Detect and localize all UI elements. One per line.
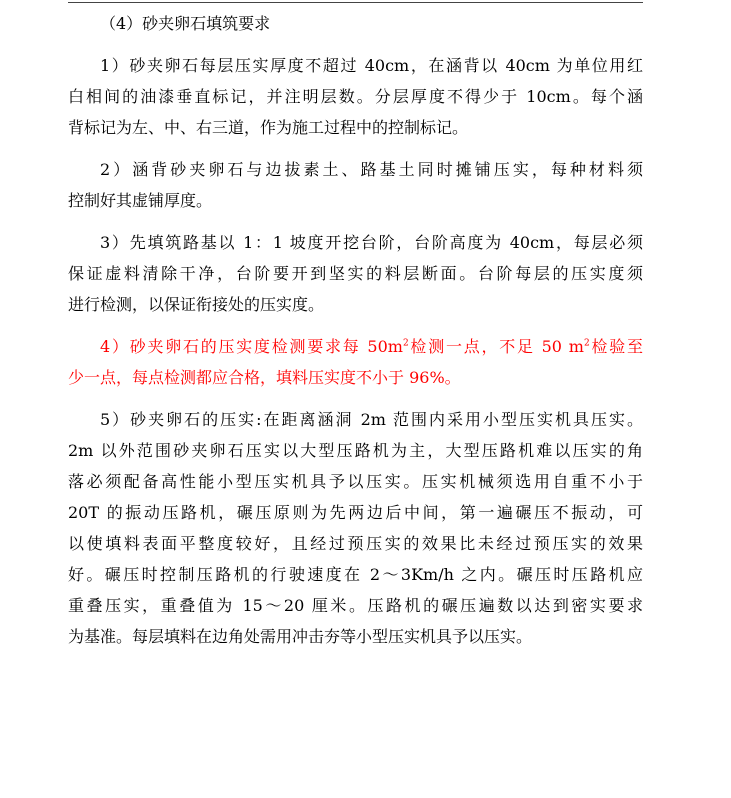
paragraph-line: 落必须配备高性能小型压实机具予以压实。压实机械须选用自重不小于 (68, 472, 643, 491)
paragraph-line: 5）砂夹卵石的压实:在距离涵洞 2m 范围内采用小型压实机具压实。 (100, 410, 643, 429)
superscript: 2 (402, 338, 409, 349)
paragraph-1 (68, 50, 643, 143)
paragraph-line: 2m 以外范围砂夹卵石压实以大型压路机为主，大型压路机难以压实的角 (68, 441, 643, 460)
paragraph-line: 以使填料表面平整度较好，且经过预压实的效果比未经过预压实的效果 (68, 534, 643, 553)
paragraph-line: 20T 的振动压路机，碾压原则为先两边后中间，第一遍碾压不振动，可 (68, 503, 643, 522)
document-page (68, 8, 643, 652)
paragraph-line (68, 331, 643, 362)
text-run: 4）砂夹卵石的压实度检测要求每 50m (100, 337, 403, 356)
paragraph-4-highlighted (68, 331, 643, 393)
text-run: 检验至 (589, 337, 643, 356)
superscript: 2 (583, 338, 590, 349)
paragraph-line: 1）砂夹卵石每层压实厚度不超过 40cm，在涵背以 40cm 为单位用红 (100, 56, 643, 75)
paragraph-line: 白相间的油漆垂直标记，并注明层数。分层厚度不得少于 10cm。每个涵 (68, 87, 643, 106)
paragraph-line: 保证虚料清除干净，台阶要开到坚实的料层断面。台阶每层的压实度须 (68, 264, 643, 283)
paragraph-line: 为基准。每层填料在边角处需用冲击夯等小型压实机具予以压实。 (68, 627, 533, 646)
paragraph-2 (68, 154, 643, 216)
paragraph-3 (68, 227, 643, 320)
paragraph-line: 3）先填筑路基以 1：1 坡度开挖台阶，台阶高度为 40cm，每层必须 (100, 233, 643, 252)
paragraph-line: 2）涵背砂夹卵石与边拔素土、路基土同时摊铺压实，每种材料须 (100, 160, 643, 179)
paragraph-5 (68, 404, 643, 652)
paragraph-line: 进行检测，以保证衔接处的压实度。 (68, 295, 325, 314)
paragraph-line: 少一点，每点检测都应合格，填料压实度不小于 96%。 (68, 368, 461, 387)
text-run: 检测一点，不足 50 m (408, 337, 584, 356)
paragraph-line: 控制好其虚铺厚度。 (68, 191, 213, 210)
header-rule (68, 2, 643, 3)
paragraph-line: 好。碾压时控制压路机的行驶速度在 2～3Km/h 之内。碾压时压路机应 (68, 565, 643, 584)
section-heading: （4）砂夹卵石填筑要求 (100, 14, 271, 33)
paragraph-line: 背标记为左、中、右三道，作为施工过程中的控制标记。 (68, 118, 469, 137)
paragraph-line: 重叠压实，重叠值为 15～20 厘米。压路机的碾压遍数以达到密实要求 (68, 596, 643, 615)
